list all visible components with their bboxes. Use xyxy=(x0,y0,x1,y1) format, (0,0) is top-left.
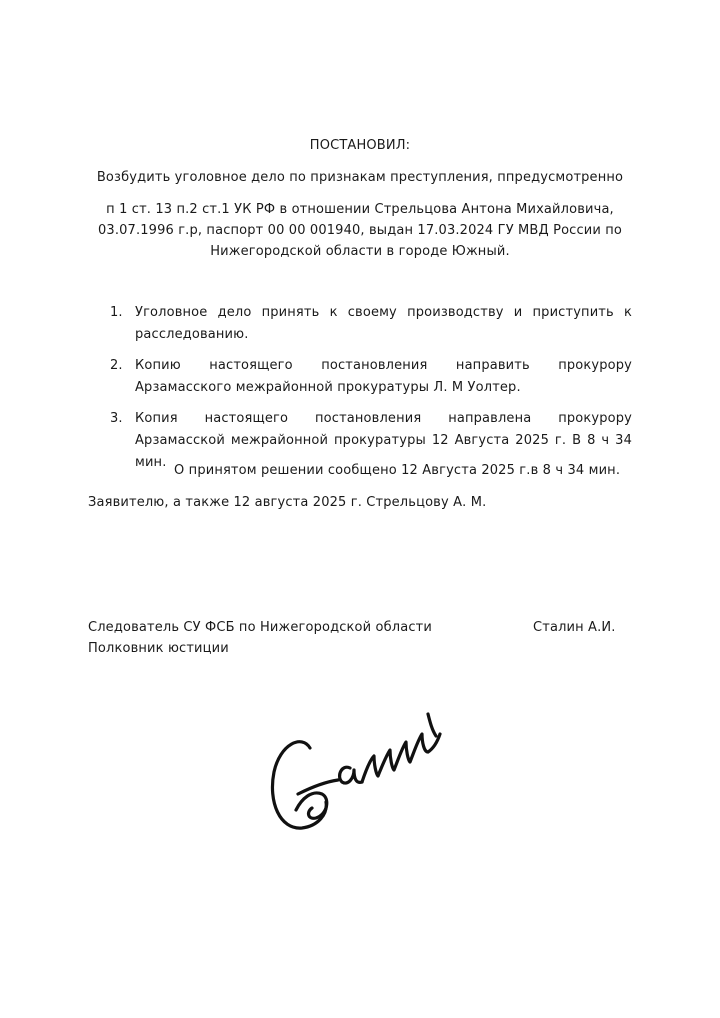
list-item-text: Копию настоящего постановления направить прокурору Арзамасского межрайонной прокуратуры Л. М Уолтер. xyxy=(135,358,632,395)
list-item-3 xyxy=(110,408,632,470)
signer-name: Сталин А.И. xyxy=(533,620,616,635)
list-item-number: 2. xyxy=(110,358,123,373)
handwritten-signature xyxy=(258,690,458,840)
list-item-number: 3. xyxy=(110,411,123,426)
list-item-2 xyxy=(110,355,632,399)
intro-line-3: 03.07.1996 г.р, паспорт 00 00 001940, выдан 17.03.2024 ГУ МВД России по xyxy=(97,223,622,238)
list-item-text: Уголовное дело принять к своему производству и приступить к расследованию. xyxy=(135,305,632,342)
decision-line: О принятом решении сообщено 12 Августа 2025 г.в 8 ч 34 мин. xyxy=(174,463,621,478)
signer-rank: Полковник юстиции xyxy=(88,641,229,656)
list-item-text: Копия настоящего постановления направлена прокурору Арзамасской межрайонной прокуратуры 12 Августа 2025 г. В 8 ч 34 мин. xyxy=(135,411,632,470)
signer-position: Следователь СУ ФСБ по Нижегородской области xyxy=(88,620,432,635)
list-item-1 xyxy=(110,302,632,346)
document-heading: ПОСТАНОВИЛ: xyxy=(309,138,411,153)
intro-line-1: Возбудить уголовное дело по признакам преступления, ппредусмотренно xyxy=(96,170,624,185)
applicant-line: Заявителю, а также 12 августа 2025 г. Стрельцову А. М. xyxy=(88,495,487,510)
intro-line-4: Нижегородской области в городе Южный. xyxy=(210,244,510,259)
list-item-number: 1. xyxy=(110,305,123,320)
intro-line-2: п 1 ст. 13 п.2 ст.1 УК РФ в отношении Стрельцова Антона Михайловича, xyxy=(106,202,614,217)
